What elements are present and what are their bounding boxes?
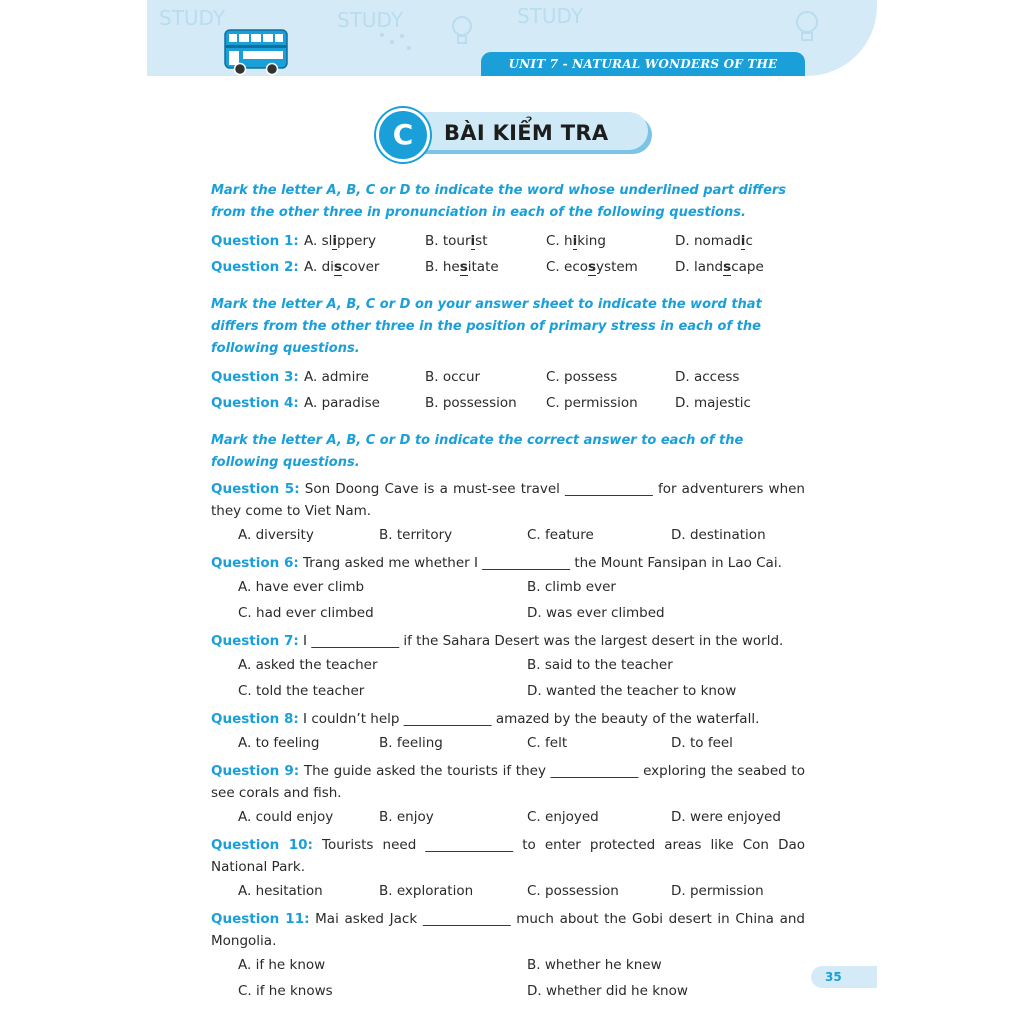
option-d: D. was ever climbed <box>527 605 665 621</box>
option-a: A. asked the teacher <box>238 657 378 673</box>
doodle-dots-icon <box>377 30 417 60</box>
question-text: Trang asked me whether I _____________ the Mount Fansipan in Lao Cai. <box>298 555 782 571</box>
instruction-stress: Mark the letter A, B, C or D on your answer sheet to indicate the word that differs from the other three in the position of primary stress in each of the following questions. <box>211 297 762 356</box>
double-decker-bus-icon <box>224 28 288 76</box>
question-label: Question 4: <box>211 395 299 411</box>
question-1 <box>211 228 805 254</box>
option-c: C. felt <box>527 735 568 751</box>
question-label: Question 11: <box>211 911 310 927</box>
option-b: B. exploration <box>379 883 474 899</box>
option-c: C. if he knows <box>238 983 333 999</box>
doodle-study-text: STUDY <box>337 8 404 32</box>
question-10-options <box>211 878 805 904</box>
question-8-options <box>211 730 805 756</box>
option-c: C. had ever climbed <box>238 605 374 621</box>
option-c: C. feature <box>527 527 594 543</box>
option-b: B. said to the teacher <box>527 657 673 673</box>
option-b: B. climb ever <box>527 579 616 595</box>
exercise-content <box>211 180 805 1004</box>
option-d: D. were enjoyed <box>671 809 781 825</box>
doodle-lightbulb-icon <box>787 6 827 46</box>
option-b: B. territory <box>379 527 453 543</box>
question-text: Son Doong Cave is a must-see travel _____________ for adventurers when they come to Viet Nam. <box>211 481 805 519</box>
doodle-lightbulb-icon <box>447 12 477 52</box>
question-label: Question 9: <box>211 763 300 779</box>
question-8 <box>211 708 805 730</box>
question-text: I _____________ if the Sahara Desert was the largest desert in the world. <box>298 633 784 649</box>
question-label: Question 10: <box>211 837 313 853</box>
question-label: Question 3: <box>211 369 299 385</box>
section-letter: C <box>392 118 414 151</box>
option-d: D. whether did he know <box>527 983 688 999</box>
option-b: B. possession <box>425 395 517 411</box>
question-5-options <box>211 522 805 548</box>
option-b: B. tourist <box>425 233 488 249</box>
question-label: Question 7: <box>211 633 299 649</box>
option-a: A. discover <box>304 259 380 275</box>
question-label: Question 6: <box>211 555 299 571</box>
option-b: B. occur <box>425 369 481 385</box>
question-3 <box>211 364 805 390</box>
option-c: C. possession <box>527 883 619 899</box>
option-c: C. hiking <box>546 233 606 249</box>
question-text: I couldn’t help _____________ amazed by the beauty of the waterfall. <box>298 711 760 727</box>
option-c: C. told the teacher <box>238 683 365 699</box>
question-6 <box>211 552 805 574</box>
option-c: C. possess <box>546 369 618 385</box>
option-d: D. majestic <box>675 395 751 411</box>
question-11-options-row-2 <box>211 978 805 1004</box>
workbook-page <box>147 0 877 1024</box>
option-a: A. hesitation <box>238 883 323 899</box>
doodle-study-text: STUDY <box>159 6 226 30</box>
option-a: A. slippery <box>304 233 376 249</box>
option-a: A. if he know <box>238 957 326 973</box>
question-2 <box>211 254 805 280</box>
question-6-options-row-2 <box>211 600 805 626</box>
question-label: Question 1: <box>211 233 299 249</box>
option-d: D. landscape <box>675 259 764 275</box>
section-title <box>376 108 652 160</box>
option-d: D. access <box>675 369 740 385</box>
question-label: Question 8: <box>211 711 299 727</box>
unit-title: UNIT 7 - NATURAL WONDERS OF THE WORLD <box>508 57 778 95</box>
option-d: D. permission <box>671 883 764 899</box>
doodle-study-text: STUDY <box>517 4 584 28</box>
question-11-options-row-1 <box>211 952 805 978</box>
question-4 <box>211 390 805 416</box>
question-7 <box>211 630 805 652</box>
question-7-options-row-2 <box>211 678 805 704</box>
section-title-pill <box>404 112 648 150</box>
option-b: B. hesitate <box>425 259 499 275</box>
instruction-pronunciation: Mark the letter A, B, C or D to indicate the word whose underlined part differs from the other three in pronunciation in each of the following questions. <box>211 183 787 220</box>
option-d: D. destination <box>671 527 766 543</box>
question-7-options-row-1 <box>211 652 805 678</box>
page-number: 35 <box>825 970 842 984</box>
option-a: A. diversity <box>238 527 314 543</box>
question-10 <box>211 834 805 878</box>
option-a: A. could enjoy <box>238 809 334 825</box>
option-b: B. feeling <box>379 735 443 751</box>
question-11 <box>211 908 805 952</box>
page-number-tab <box>811 966 877 988</box>
question-text: Tourists need _____________ to enter protected areas like Con Dao National Park. <box>211 837 805 875</box>
option-a: A. admire <box>304 369 369 385</box>
unit-title-banner <box>481 52 805 95</box>
section-letter-badge <box>376 108 430 162</box>
question-label: Question 5: <box>211 481 300 497</box>
option-a: A. paradise <box>304 395 380 411</box>
question-9-options <box>211 804 805 830</box>
question-text: The guide asked the tourists if they _____________ exploring the seabed to see corals and fish. <box>211 763 805 801</box>
option-a: A. to feeling <box>238 735 320 751</box>
option-a: A. have ever climb <box>238 579 365 595</box>
option-d: D. wanted the teacher to know <box>527 683 737 699</box>
option-c: C. enjoyed <box>527 809 599 825</box>
question-5 <box>211 478 805 522</box>
question-6-options-row-1 <box>211 574 805 600</box>
question-text: Mai asked Jack _____________ much about the Gobi desert in China and Mongolia. <box>211 911 805 949</box>
option-b: B. enjoy <box>379 809 434 825</box>
option-c: C. ecosystem <box>546 259 638 275</box>
question-9 <box>211 760 805 804</box>
section-title-text: BÀI KIỂM TRA <box>444 121 609 145</box>
option-c: C. permission <box>546 395 638 411</box>
option-b: B. whether he knew <box>527 957 662 973</box>
instruction-correct-answer: Mark the letter A, B, C or D to indicate the correct answer to each of the following questions. <box>211 433 744 470</box>
option-d: D. nomadic <box>675 233 753 249</box>
option-d: D. to feel <box>671 735 733 751</box>
question-label: Question 2: <box>211 259 299 275</box>
